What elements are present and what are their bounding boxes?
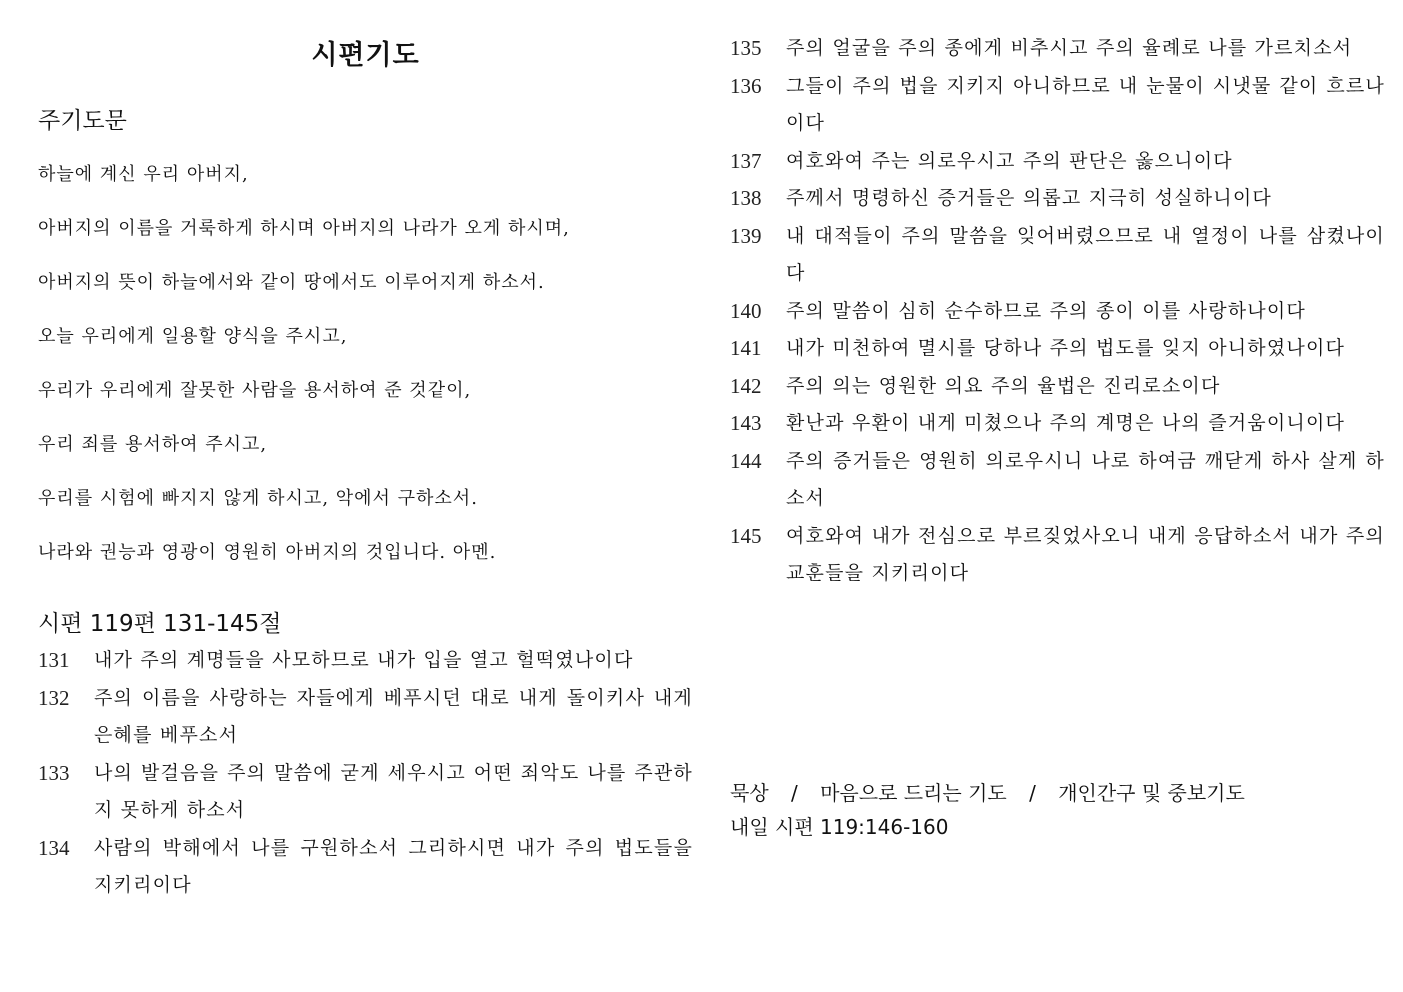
meditation-steps	[730, 777, 1245, 806]
verse-136	[730, 68, 1385, 143]
tomorrow-reading: 내일 시편 119:146-160	[730, 815, 949, 839]
psalm-heading: 시편 119편 131-145절	[38, 611, 282, 637]
verse-134	[38, 830, 693, 905]
separator: /	[791, 781, 798, 805]
verse-number: 140	[730, 298, 762, 323]
verse-133	[38, 755, 693, 830]
verse-145	[730, 518, 1385, 593]
verse-text: 사람의 박해에서 나를 구원하소서 그리하시면 내가 주의 법도들을 지키리이다	[94, 836, 693, 896]
verse-text: 주의 얼굴을 주의 종에게 비추시고 주의 율례로 나를 가르치소서	[786, 37, 1353, 59]
prayer-line: 아버지의 이름을 거룩하게 하시며 아버지의 나라가 오게 하시며,	[38, 218, 570, 239]
verse-135	[730, 30, 1385, 68]
verse-number: 136	[730, 73, 762, 98]
prayer-line: 우리 죄를 용서하여 주시고,	[38, 434, 268, 455]
verse-140	[730, 293, 1385, 331]
verse-text: 내가 미천하여 멸시를 당하나 주의 법도를 잊지 아니하였나이다	[786, 337, 1346, 359]
verse-number: 135	[730, 36, 762, 60]
verse-143	[730, 405, 1385, 443]
verse-number: 143	[730, 411, 762, 435]
verse-137	[730, 143, 1385, 181]
verse-list-left	[38, 642, 693, 905]
prayer-line: 하늘에 계신 우리 아버지,	[38, 164, 249, 185]
prayer-line: 아버지의 뜻이 하늘에서와 같이 땅에서도 이루어지게 하소서.	[38, 272, 545, 293]
verse-text: 여호와여 내가 전심으로 부르짖었사오니 내게 응답하소서 내가 주의 교훈들을 지키리이다	[786, 524, 1385, 584]
step-heart-prayer: 마음으로 드리는 기도	[820, 781, 1007, 805]
verse-text: 주의 말씀이 심히 순수하므로 주의 종이 이를 사랑하나이다	[786, 299, 1306, 322]
verse-number: 133	[38, 760, 70, 785]
verse-text: 그들이 주의 법을 지키지 아니하므로 내 눈물이 시냇물 같이 흐르나이다	[786, 74, 1385, 134]
lords-prayer-heading: 주기도문	[38, 108, 127, 134]
verse-number: 139	[730, 223, 762, 248]
verse-139	[730, 218, 1385, 293]
verse-text: 주의 이름을 사랑하는 자들에게 베푸시던 대로 내게 돌이키사 내게 은혜를 베푸소서	[94, 686, 693, 746]
verse-131	[38, 642, 693, 680]
verse-number: 144	[730, 448, 762, 473]
verse-number: 142	[730, 373, 762, 398]
verse-number: 137	[730, 148, 762, 173]
separator: /	[1029, 781, 1036, 805]
verse-144	[730, 443, 1385, 518]
verse-text: 주의 의는 영원한 의요 주의 율법은 진리로소이다	[786, 374, 1221, 397]
prayer-line: 나라와 권능과 영광이 영원히 아버지의 것입니다. 아멘.	[38, 542, 497, 563]
verse-number: 131	[38, 648, 70, 672]
verse-text: 나의 발걸음을 주의 말씀에 굳게 세우시고 어떤 죄악도 나를 주관하지 못하게 하소서	[94, 761, 693, 821]
prayer-line: 오늘 우리에게 일용할 양식을 주시고,	[38, 326, 348, 347]
prayer-line: 우리가 우리에게 잘못한 사람을 용서하여 준 것같이,	[38, 380, 472, 401]
verse-text: 내가 주의 계명들을 사모하므로 내가 입을 열고 헐떡였나이다	[94, 649, 634, 671]
prayer-line: 우리를 시험에 빠지지 않게 하시고, 악에서 구하소서.	[38, 488, 478, 509]
verse-141	[730, 330, 1385, 368]
verse-138	[730, 180, 1385, 218]
verse-number: 141	[730, 336, 762, 360]
verse-text: 주께서 명령하신 증거들은 의롭고 지극히 성실하니이다	[786, 187, 1272, 209]
verse-number: 132	[38, 685, 70, 710]
verse-number: 138	[730, 186, 762, 210]
verse-text: 환난과 우환이 내게 미쳤으나 주의 계명은 나의 즐거움이니이다	[786, 412, 1346, 434]
step-meditation: 묵상	[730, 781, 769, 805]
verse-132	[38, 680, 693, 755]
verse-list-right	[730, 30, 1385, 593]
verse-number: 134	[38, 835, 70, 860]
verse-text: 내 대적들이 주의 말씀을 잊어버렸으므로 내 열정이 나를 삼켰나이다	[786, 224, 1385, 284]
verse-text: 여호와여 주는 의로우시고 주의 판단은 옳으니이다	[786, 149, 1233, 172]
verse-number: 145	[730, 523, 762, 548]
step-intercession: 개인간구 및 중보기도	[1058, 781, 1245, 805]
verse-142	[730, 368, 1385, 406]
verse-text: 주의 증거들은 영원히 의로우시니 나로 하여금 깨닫게 하사 살게 하소서	[786, 449, 1385, 509]
page-title: 시편기도	[311, 40, 420, 71]
